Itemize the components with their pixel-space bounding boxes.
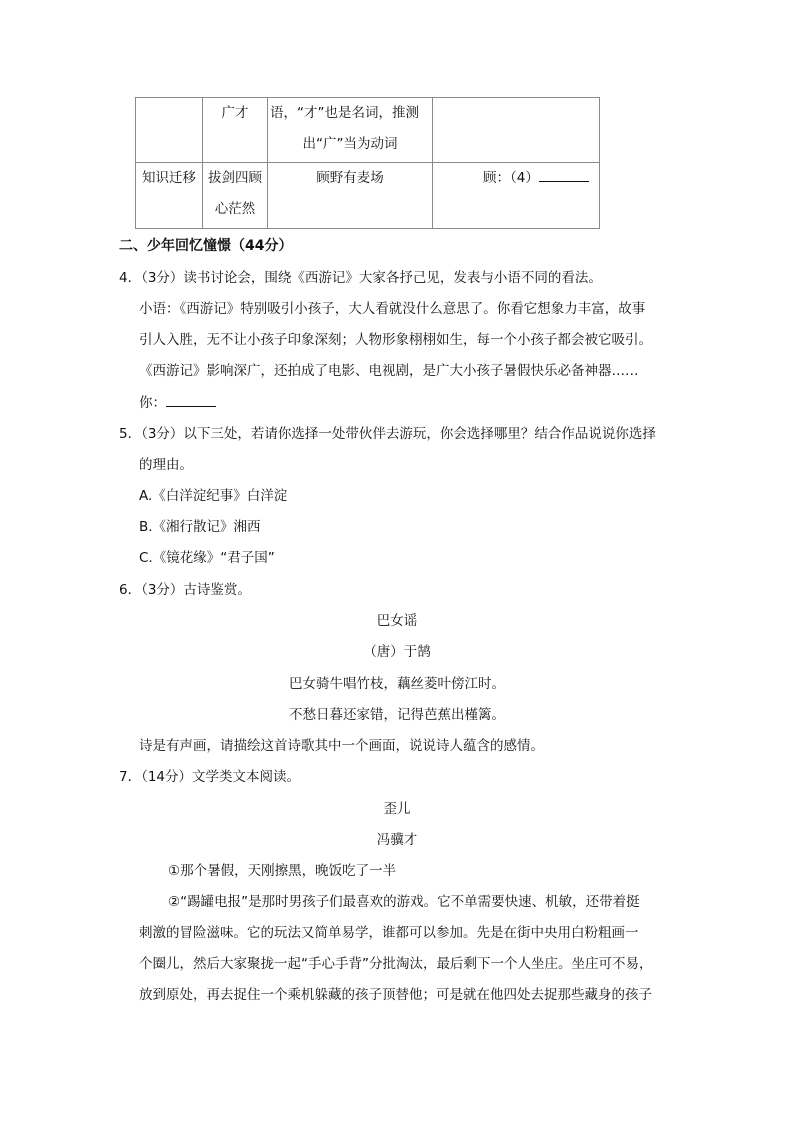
story-author: 冯骥才 <box>376 832 418 848</box>
story-paragraph: 个圈儿，然后大家聚拢一起“手心手背”分批淘汰，最后剩下一个人坐庄。坐庄可不易， <box>139 956 653 972</box>
question-5-stem: 5．（3分）以下三处，若请你选择一处带伙伴去游玩，你会选择哪里？结合作品说说你选择 <box>119 426 656 442</box>
cell-text: 语，“才”也是名词，推测 <box>270 105 419 121</box>
vocabulary-table <box>135 97 600 229</box>
question-4-text: 《西游记》影响深广，还拍成了电影、电视剧，是广大小孩子暑假快乐必备神器…… <box>139 363 639 379</box>
cell-text: 心茫然 <box>214 201 256 217</box>
question-4-answer <box>139 392 216 413</box>
table-cell <box>268 163 433 229</box>
table-row <box>136 163 600 229</box>
story-paragraph: 放到原处，再去捉住一个乘机躲藏的孩子顶替他；可是就在他四处去捉那些藏身的孩子 <box>139 987 652 1003</box>
cell-text: 知识迁移 <box>142 170 196 186</box>
table-cell <box>203 163 268 229</box>
story-paragraph: ①那个暑假，天刚擦黑，晚饭吃了一半 <box>168 863 397 879</box>
question-7-stem: 7．（14分）文学类文本阅读。 <box>119 769 301 785</box>
story-paragraph: ②“踢罐电报”是那时男孩子们最喜欢的游戏。它不单需要快速、机敏，还带着挺 <box>168 894 640 910</box>
section-heading: 二、少年回忆憧憬（44分） <box>119 238 293 254</box>
question-4-stem: 4．（3分）读书讨论会，围绕《西游记》大家各抒己见，发表与小语不同的看法。 <box>119 270 602 286</box>
table-cell <box>433 98 600 163</box>
table-cell <box>136 163 203 229</box>
poem-line: 不愁日暮还家错，记得芭蕉出槿篱。 <box>289 707 505 723</box>
answer-label: 你： <box>139 395 166 411</box>
question-4-text: 引人入胜，无不让小孩子印象深刻；人物形象栩栩如生，每一个小孩子都会被它吸引。 <box>139 332 652 348</box>
answer-blank[interactable] <box>166 392 216 407</box>
option-b: B.《湘行散记》湘西 <box>139 519 261 535</box>
cell-text: 拔剑四顾 <box>208 170 262 186</box>
table-row <box>136 98 600 163</box>
table-cell <box>203 98 268 163</box>
question-6-stem: 6．（3分）古诗鉴赏。 <box>119 582 251 598</box>
cell-text: 顾：（4） <box>483 170 539 186</box>
option-a: A.《白洋淀纪事》白洋淀 <box>139 488 288 504</box>
table-cell <box>136 98 203 163</box>
cell-text: 广才 <box>221 105 249 121</box>
poem-line: 巴女骑牛唱竹枝，藕丝菱叶傍江时。 <box>289 676 505 692</box>
question-6-task: 诗是有声画，请描绘这首诗歌其中一个画面，说说诗人蕴含的感情。 <box>139 738 544 754</box>
table-cell <box>268 98 433 163</box>
option-c: C.《镜花缘》“君子国” <box>139 550 275 566</box>
question-5-stem-cont: 的理由。 <box>139 457 193 473</box>
cell-text: 顾野有麦场 <box>316 170 384 186</box>
poem-title: 巴女谣 <box>376 613 418 629</box>
story-paragraph: 刺激的冒险滋味。它的玩法又简单易学，谁都可以参加。先是在街中央用白粉粗画一 <box>139 925 639 941</box>
question-4-text: 小语：《西游记》特别吸引小孩子，大人看就没什么意思了。你看它想象力丰富，故事 <box>139 301 646 317</box>
answer-blank[interactable] <box>539 167 589 182</box>
table-cell <box>433 163 600 229</box>
cell-text: 出“广”当为动词 <box>302 136 398 152</box>
story-title: 歪儿 <box>383 801 411 817</box>
poem-author: （唐）于鹄 <box>363 644 431 660</box>
